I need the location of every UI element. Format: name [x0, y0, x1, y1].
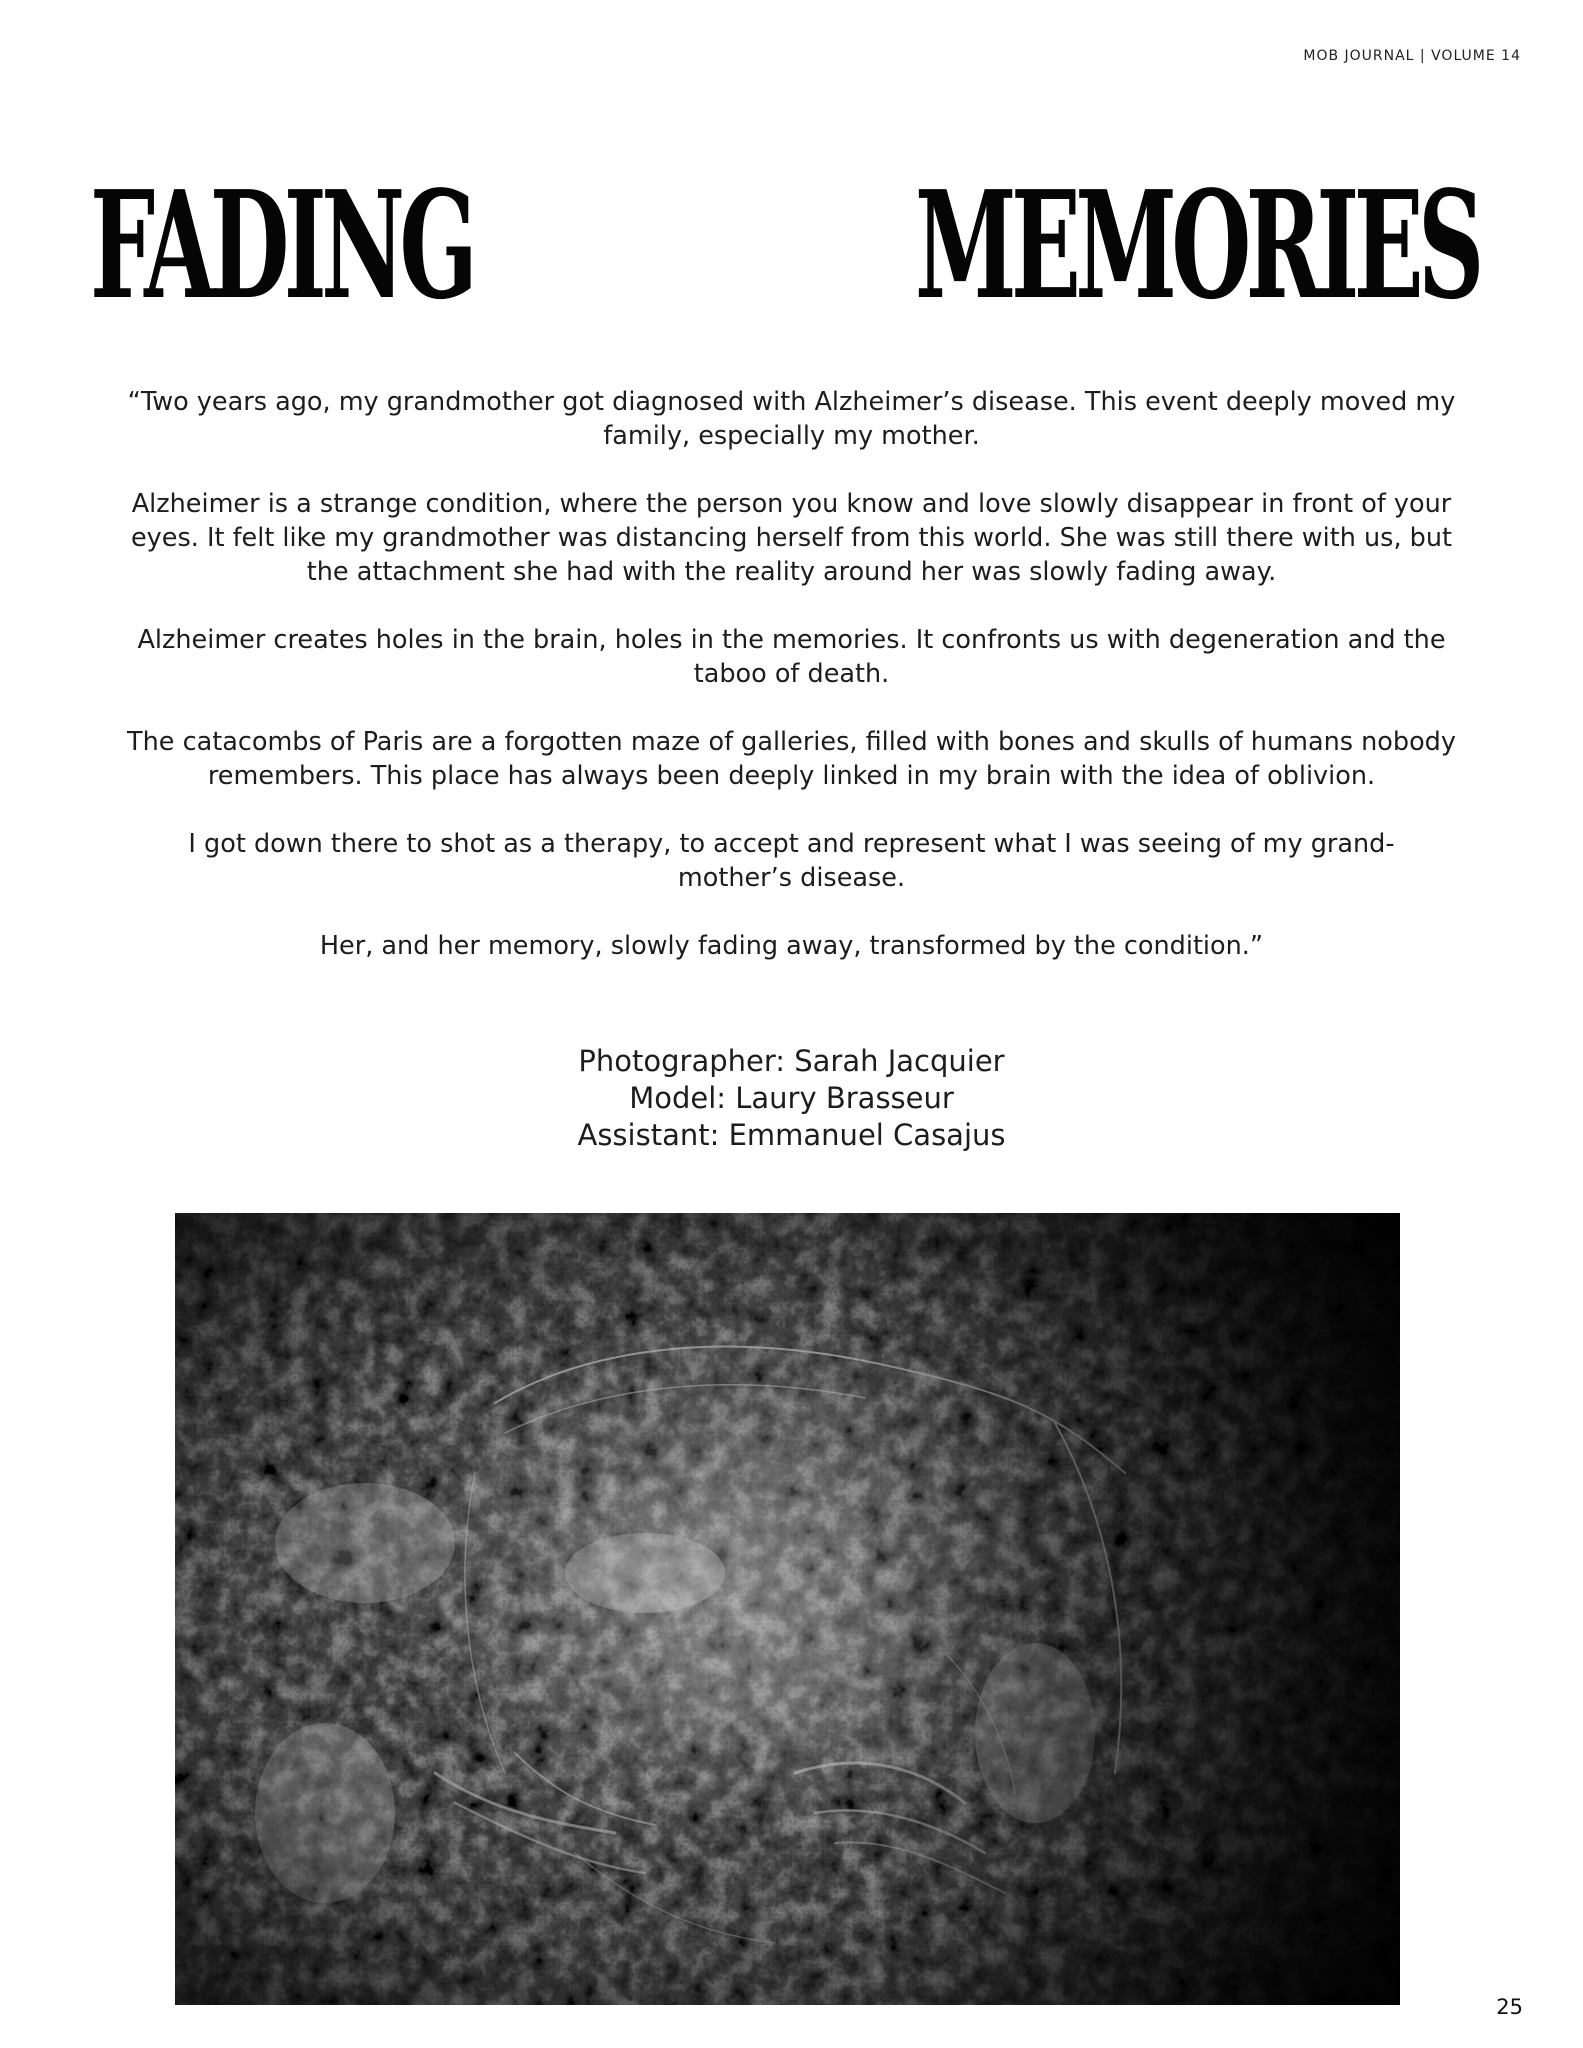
- title-word-memories: MEMORIES: [915, 158, 1479, 332]
- credit-model: Model: Laury Brasseur: [629, 1081, 954, 1115]
- statement-paragraph: Her, and her memory, slowly fading away, transformed by the condition.”: [319, 931, 1264, 961]
- credit-photographer: Photographer: Sarah Jacquier: [578, 1044, 1005, 1078]
- running-head: MOB JOURNAL | VOLUME 14: [1303, 48, 1521, 64]
- photo-credits: [0, 1043, 1583, 1154]
- title-word-fading: FADING: [90, 158, 473, 332]
- statement-paragraph: “Two years ago, my grandmother got diagnosed with Alzheimer’s disease. This event deeply moved my family, especially my mother.: [127, 387, 1456, 451]
- catacomb-photograph-art: [175, 1213, 1400, 2005]
- statement-paragraph: Alzheimer is a strange condition, where the person you know and love slowly disappear in front of your eyes. It felt like my grandmother was distancing herself from this world. She was still there with us, but the attachment she had with the reality around her was slowly fading away.: [130, 489, 1453, 587]
- statement-paragraph: The catacombs of Paris are a forgotten maze of galleries, filled with bones and skulls of humans nobody remembers. This place has always been deeply linked in my brain with the idea of oblivion.: [127, 727, 1456, 791]
- artist-statement: [120, 385, 1463, 997]
- statement-paragraph: Alzheimer creates holes in the brain, holes in the memories. It confronts us with degeneration and the taboo of death.: [137, 625, 1446, 689]
- statement-paragraph: I got down there to shot as a therapy, to accept and represent what I was seeing of my grand-mother’s disease.: [188, 829, 1395, 893]
- page-number: 25: [1496, 1995, 1523, 2019]
- credit-assistant: Assistant: Emmanuel Casajus: [577, 1118, 1006, 1152]
- catacomb-photograph: [175, 1213, 1400, 2005]
